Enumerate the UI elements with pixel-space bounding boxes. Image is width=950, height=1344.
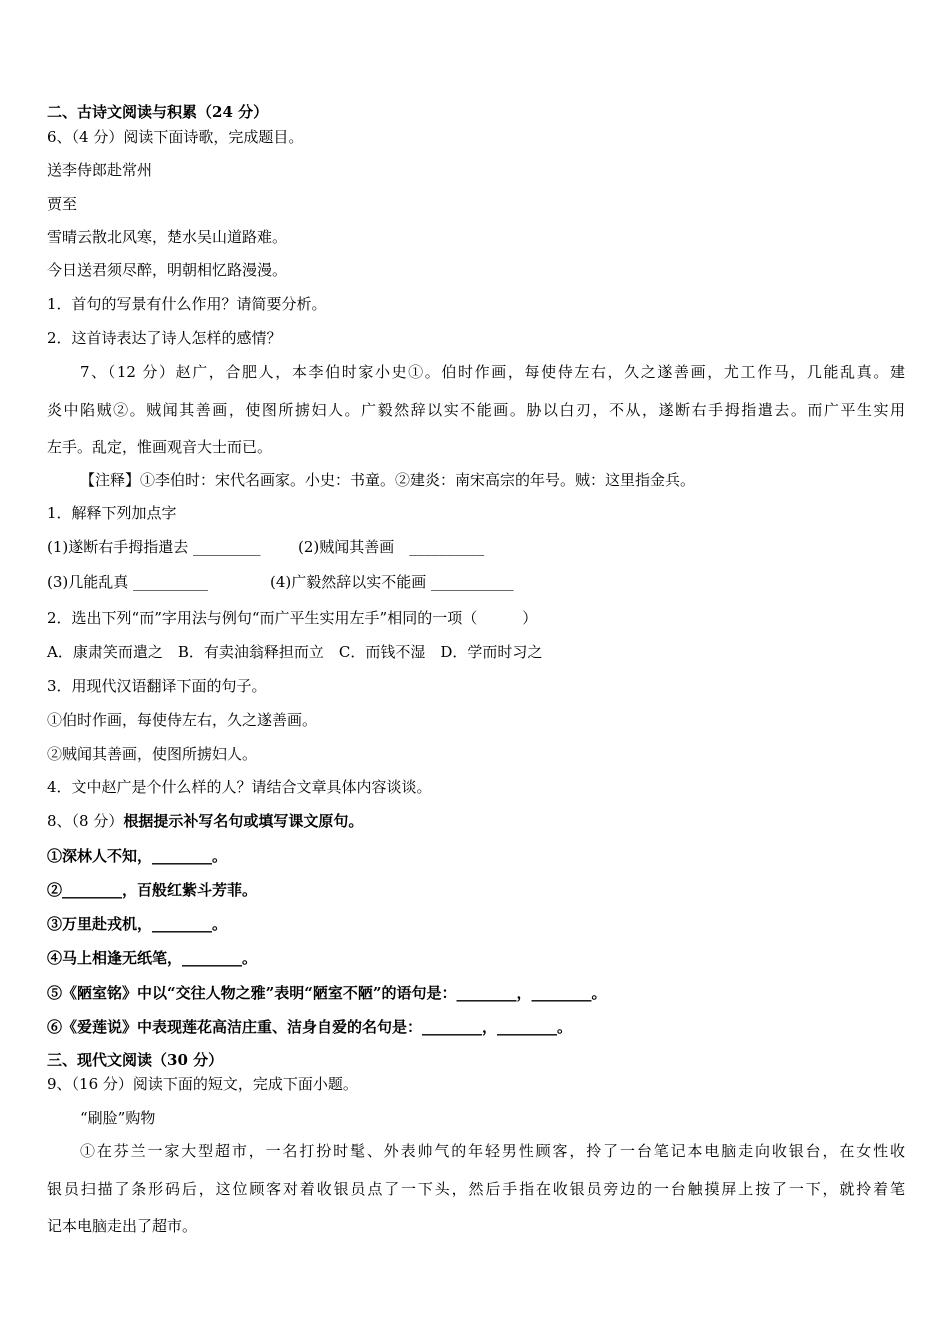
q7-passage-line-3: 左手。乱定，惟画观音大士而已。 (47, 438, 273, 456)
q8-item-6: ⑥《爱莲说》中表现莲花高洁庄重、洁身自爱的名句是：________，________。 (47, 1018, 573, 1036)
article-p1-line-1: ①在芬兰一家大型超市，一名打扮时髦、外表帅气的年轻男性顾客，拎了一台笔记本电脑走向收银台，在女性收 (80, 1142, 905, 1160)
q7-blank-2: (2)贼闻其善画 __________ (298, 538, 485, 556)
q7-translate-1: ①伯时作画，每使侍左右，久之遂善画。 (47, 711, 318, 729)
article-p1-line-2: 银员扫描了条形码后，这位顾客对着收银员点了一下头，然后手指在收银员旁边的一台触摸屏上按了一下，就拎着笔 (47, 1180, 905, 1198)
q8-item-1: ①深林人不知，________。 (47, 847, 228, 865)
poem-line-2: 今日送君须尽醉，明朝相忆路漫漫。 (47, 261, 288, 279)
q8-instruction: 根据提示补写名句或填写课文原句。 (123, 812, 364, 830)
q8-item-4: ④马上相逢无纸笔，________。 (47, 949, 258, 967)
q8-item-2: ②________，百般红紫斗芳菲。 (47, 881, 258, 899)
q7-translate-2: ②贼闻其善画，使图所掳妇人。 (47, 745, 258, 763)
q7-blank-1: (1)遂断右手拇指遣去 _________ (47, 538, 261, 556)
q7-blank-3: (3)几能乱真 __________ (47, 573, 209, 591)
q7-subquestion-1: 1．解释下列加点字 (47, 504, 177, 522)
section-2-heading: 二、古诗文阅读与积累（24 分） (47, 103, 269, 121)
q8-intro (47, 811, 363, 831)
q7-passage-line-1: 7、（12 分）赵广，合肥人，本李伯时家小史①。伯时作画，每使侍左右，久之遂善画，尤工作马，几能乱真。建 (80, 363, 905, 381)
q7-blank-4: (4)广毅然辞以实不能画 ___________ (270, 573, 514, 591)
q7-passage-line-2: 炎中陷贼②。贼闻其善画，使图所掳妇人。广毅然辞以实不能画。胁以白刃，不从，遂断右手拇指遣去。而广平生实用 (47, 401, 905, 419)
q8-item-5: ⑤《陋室铭》中以“交往人物之雅”表明“陋室不陋”的语句是：________，________。 (47, 984, 607, 1002)
q9-intro: 9、（16 分）阅读下面的短文，完成下面小题。 (47, 1075, 358, 1093)
q7-subquestion-2: 2．选出下列“而”字用法与例句“而广平生实用左手”相同的一项（ ） (47, 609, 538, 627)
q6-intro: 6、（4 分）阅读下面诗歌，完成题目。 (47, 128, 304, 146)
article-title: “刷脸”购物 (80, 1109, 156, 1127)
q6-subquestion-2: 2．这首诗表达了诗人怎样的感情？ (47, 329, 282, 347)
q7-subquestion-3: 3．用现代汉语翻译下面的句子。 (47, 677, 267, 695)
poem-line-1: 雪晴云散北风寒，楚水吴山道路难。 (47, 228, 288, 246)
q8-number: 8、（8 分） (47, 812, 124, 830)
poem-author: 贾至 (47, 195, 78, 213)
q7-subquestion-4: 4．文中赵广是个什么样的人？请结合文章具体内容谈谈。 (47, 778, 432, 796)
q6-subquestion-1: 1．首句的写景有什么作用？请简要分析。 (47, 295, 327, 313)
section-3-heading: 三、现代文阅读（30 分） (47, 1051, 224, 1069)
article-p1-line-3: 记本电脑走出了超市。 (47, 1217, 198, 1235)
poem-title: 送李侍郎赴常州 (47, 161, 153, 179)
q7-options: A．康肃笑而遣之 B．有卖油翁释担而立 C．而钱不湿 D．学而时习之 (47, 643, 543, 661)
q7-note: 【注释】①李伯时：宋代名画家。小史：书童。②建炎：南宋高宗的年号。贼：这里指金兵。 (80, 471, 696, 489)
q8-item-3: ③万里赴戎机，________。 (47, 915, 228, 933)
